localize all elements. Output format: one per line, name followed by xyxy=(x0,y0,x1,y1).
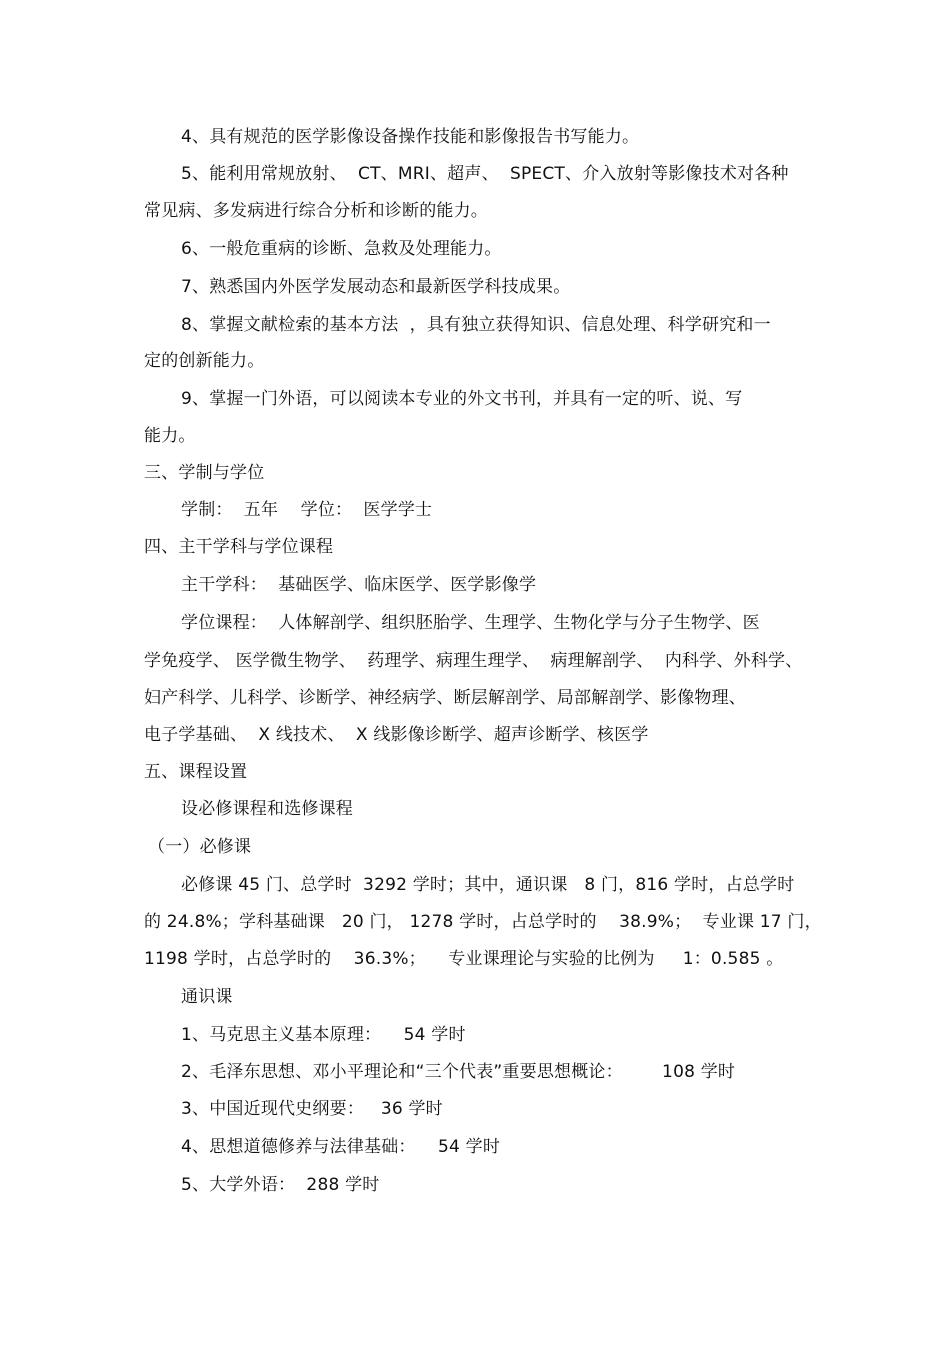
text-line: 通识课 xyxy=(181,987,233,1007)
text-line: 学位课程： 人体解剖学、组织胚胎学、生理学、生物化学与分子生物学、医 xyxy=(181,613,760,633)
list-item: 1、马克思主义基本原理： 54 学时 xyxy=(181,1025,466,1045)
list-item: 2、毛泽东思想、邓小平理论和“三个代表”重要思想概论： 108 学时 xyxy=(181,1062,736,1082)
section-heading: 三、学制与学位 xyxy=(144,463,265,483)
text-line: 能力。 xyxy=(144,426,196,446)
section-heading: 四、主干学科与学位课程 xyxy=(144,537,334,557)
list-item: 3、中国近现代史纲要： 36 学时 xyxy=(181,1099,443,1119)
text-line: 8、掌握文献检索的基本方法 ，具有独立获得知识、信息处理、科学研究和一 xyxy=(181,315,771,335)
text-line: 学制： 五年 学位： 医学学士 xyxy=(181,500,433,520)
list-item: 4、思想道德修养与法律基础： 54 学时 xyxy=(181,1137,501,1157)
text-line: 主干学科： 基础医学、临床医学、医学影像学 xyxy=(181,575,537,595)
text-line: 必修课 45 门、总学时 3292 学时；其中，通识课 8 门，816 学时，占总学时 xyxy=(181,875,795,895)
text-line: 常见病、多发病进行综合分析和诊断的能力。 xyxy=(144,201,488,221)
text-line: 的 24.8%；学科基础课 20 门， 1278 学时，占总学时的 38.9%； 专业课 17 门， xyxy=(144,912,822,932)
text-line: 电子学基础、 X 线技术、 X 线影像诊断学、超声诊断学、核医学 xyxy=(144,725,649,745)
text-line: 定的创新能力。 xyxy=(144,351,265,371)
text-line: 5、能利用常规放射、 CT、MRI、超声、 SPECT、介入放射等影像技术对各种 xyxy=(181,164,789,184)
text-line: 设必修课程和选修课程 xyxy=(181,799,353,819)
text-line: 7、熟悉国内外医学发展动态和最新医学科技成果。 xyxy=(181,277,571,297)
text-line: 9、掌握一门外语，可以阅读本专业的外文书刊，并具有一定的听、说、写 xyxy=(181,389,743,409)
text-line: 4、具有规范的医学影像设备操作技能和影像报告书写能力。 xyxy=(181,127,640,147)
text-line: 学免疫学、 医学微生物学、 药理学、病理生理学、 病理解剖学、 内科学、外科学、 xyxy=(144,651,803,671)
subsection-heading: （一）必修课 xyxy=(148,837,252,857)
text-line: 妇产科学、儿科学、诊断学、神经病学、断层解剖学、局部解剖学、影像物理、 xyxy=(144,688,746,708)
text-line: 1198 学时，占总学时的 36.3%； 专业课理论与实验的比例为 1：0.585 。 xyxy=(144,949,784,969)
list-item: 5、大学外语： 288 学时 xyxy=(181,1175,380,1195)
text-line: 6、一般危重病的诊断、急救及处理能力。 xyxy=(181,239,502,259)
section-heading: 五、课程设置 xyxy=(144,762,248,782)
